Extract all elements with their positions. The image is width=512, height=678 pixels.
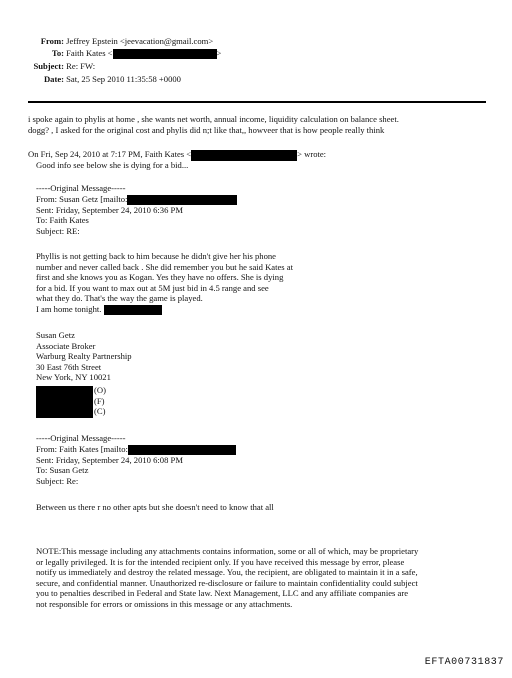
header-subject: [0, 61, 95, 72]
redaction-box: [36, 386, 93, 418]
sig-company: Warburg Realty Partnership: [36, 351, 132, 362]
sig-name: Susan Getz: [36, 330, 75, 340]
body-line: Phyllis is not getting back to him because he didn't give her his phone: [36, 251, 276, 261]
header-from: [0, 36, 213, 47]
sig-city: New York, NY 10021: [36, 372, 111, 383]
orig-from: [36, 194, 237, 205]
phone-office: (O): [94, 385, 106, 395]
orig-subject: Subject: RE:: [36, 225, 80, 236]
redaction-box: [191, 150, 297, 161]
subject-label: Subject:: [33, 61, 64, 71]
orig-from: [36, 444, 236, 455]
redaction-box: [127, 195, 237, 205]
note-line: not responsible for errors or omissions in this message or any attachments.: [36, 598, 293, 609]
from-label: From:: [40, 36, 64, 46]
note-line: you to penalties described in Federal and State law. Next Management, LLC and any affiliate companies are: [36, 588, 409, 599]
email-body: [28, 114, 399, 135]
phone-fax: (F): [94, 395, 105, 406]
body-line: for a bid. If you want to max out at 5M just bid in 4.5 range and see: [36, 282, 269, 293]
to-value-suffix: >: [216, 48, 222, 58]
orig1-body: [36, 251, 293, 315]
header-date: [0, 74, 181, 85]
body-line: i spoke again to phylis at home , she wants net worth, annual income, liquidity calculation on balance sheet.: [28, 114, 399, 124]
header-to: [0, 48, 221, 59]
orig-from-text: From: Faith Kates [mailto:: [36, 443, 128, 454]
orig-sent: Sent: Friday, September 24, 2010 6:36 PM: [36, 204, 183, 215]
quote-line: Good info see below she is dying for a bid...: [36, 160, 189, 170]
orig2-body: Between us there r no other apts but she doesn't need to know that all: [36, 502, 274, 512]
header-divider: [28, 101, 486, 103]
orig-subject: Subject: Re:: [36, 475, 79, 486]
body-line: dogg? , I asked for the original cost and phylis did n;t like that,, howveer that is how people really think: [28, 124, 385, 135]
orig-from-text: From: Susan Getz [mailto:: [36, 193, 128, 204]
separator: -----Original Message-----: [36, 433, 126, 443]
redaction-box: [113, 49, 217, 59]
orig-to: To: Susan Getz: [36, 465, 89, 476]
to-value: Faith Kates <: [66, 48, 113, 58]
original-message-2: [36, 433, 236, 486]
body-line: [36, 304, 293, 315]
sig-street: 30 East 76th Street: [36, 361, 102, 372]
body-line: what they do. That's the way the game is played.: [36, 293, 203, 304]
orig-sent: Sent: Friday, September 24, 2010 6:08 PM: [36, 454, 183, 465]
confidentiality-note: [36, 546, 418, 610]
subject-value: Re: FW:: [66, 61, 96, 71]
last-line-text: I am home tonight.: [36, 303, 102, 314]
bates-number: EFTA00731837: [424, 657, 504, 669]
quote-intro: [28, 149, 326, 161]
separator: -----Original Message-----: [36, 183, 126, 193]
to-label: To:: [51, 48, 64, 58]
phone-redaction: [36, 386, 93, 418]
orig-to: To: Faith Kates: [36, 215, 89, 226]
redaction-box: [128, 445, 236, 455]
quote-intro-prefix: On Fri, Sep 24, 2010 at 7:17 PM, Faith Kates <: [28, 149, 192, 159]
signature: [36, 330, 132, 383]
note-line: notify us immediately and destroy the related message. You, the recipient, are obligated to maintain it in a safe,: [36, 567, 418, 578]
original-message-1: [36, 183, 237, 236]
body-line: number and never called back . She did remember you but he said Kates at: [36, 261, 294, 272]
phone-cell: (C): [94, 406, 106, 417]
date-label: Date:: [43, 74, 64, 84]
date-value: Sat, 25 Sep 2010 11:35:58 +0000: [66, 74, 181, 84]
note-line: secure, and confidential manner. Unauthorized re-disclosure or failure to maintain confidentiality could subject: [36, 577, 418, 588]
redaction-box: [104, 305, 162, 315]
quote-intro-suffix: > wrote:: [297, 149, 327, 159]
note-line: or legally privileged. It is for the intended recipient only. If you have received this message by error, please: [36, 556, 405, 567]
body-line: first and she knows you as Kogan. Yes they have no offers. She is dying: [36, 272, 284, 283]
sig-title: Associate Broker: [36, 340, 96, 351]
phone-labels: [94, 385, 106, 417]
note-line: NOTE:This message including any attachments contains information, some or all of which, may be proprietary: [36, 546, 419, 556]
from-value: Jeffrey Epstein <jeevacation@gmail.com>: [66, 36, 214, 46]
